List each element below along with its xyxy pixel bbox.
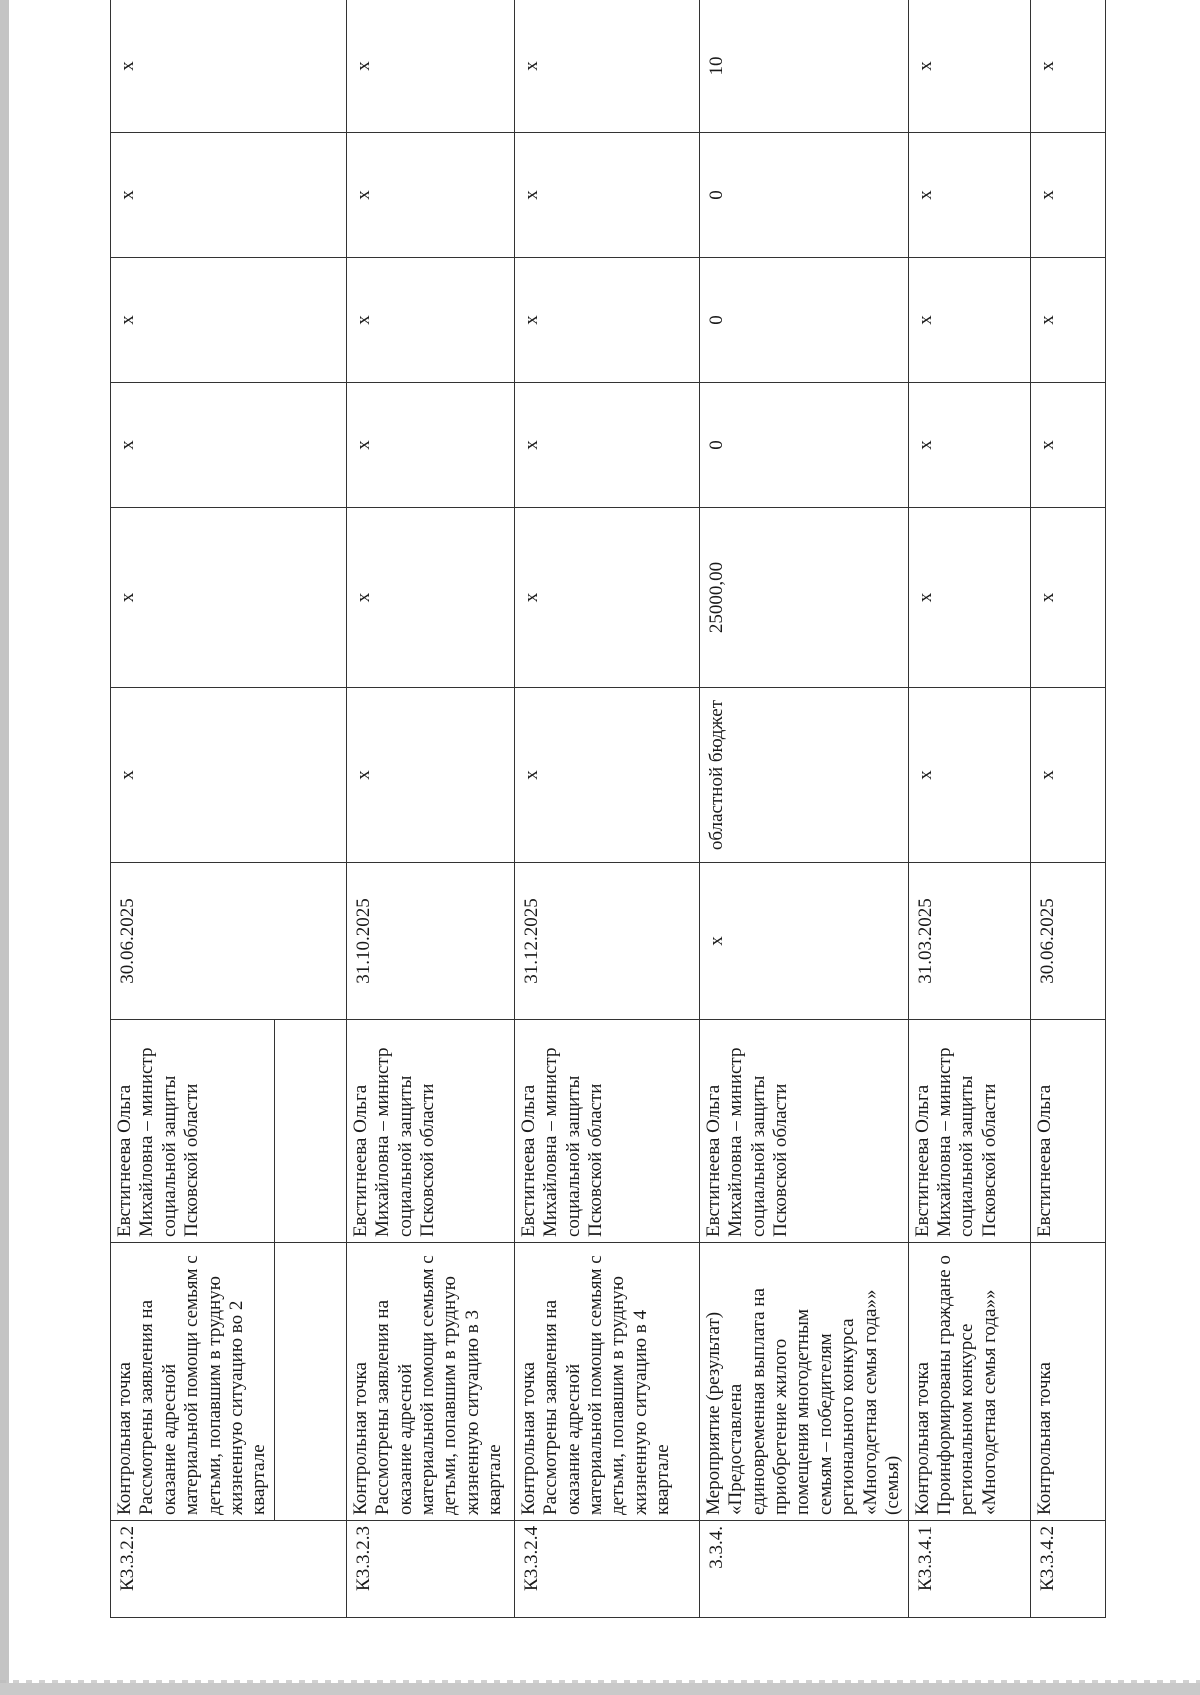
empty-cell	[274, 1243, 346, 1521]
row-description: Контрольная точка Рассмотрены заявления на оказание адресной материальной помощи семьям с детьми, попавшим в трудную жизненную ситуацию во 2 квартале	[111, 1243, 275, 1521]
row-responsible: Евстигнеева Ольга	[1030, 1020, 1105, 1243]
row-amount: х	[1030, 508, 1105, 688]
table-row	[1030, 0, 1105, 1618]
row-funding-source: х	[1030, 688, 1105, 863]
row-value-8: х	[1030, 258, 1105, 383]
row-value-8: 0	[699, 258, 908, 383]
table-row	[699, 0, 908, 1618]
row-amount: х	[908, 508, 1030, 688]
row-value-7: х	[1030, 383, 1105, 508]
row-funding-source: областной бюджет	[699, 688, 908, 863]
row-value-9: х	[1030, 133, 1105, 258]
row-responsible: Евстигнеева Ольга Михайловна – министр социальной защиты Псковской области	[346, 1020, 514, 1243]
row-description: Контрольная точка Рассмотрены заявления на оказание адресной материальной помощи семьям с детьми, попавшим в трудную жизненную ситуацию в 3 квартале	[346, 1243, 514, 1521]
row-date: 31.12.2025	[514, 863, 699, 1020]
row-code: К3.3.4.1	[908, 1521, 1030, 1618]
row-value-7: х	[111, 383, 347, 508]
row-value-9: 0	[699, 133, 908, 258]
empty-cell	[274, 1020, 346, 1243]
scan-edge-bottom	[0, 1683, 1200, 1695]
row-funding-source: х	[111, 688, 347, 863]
row-code: К3.3.2.4	[514, 1521, 699, 1618]
row-value-8: х	[111, 258, 347, 383]
row-value-9: х	[514, 133, 699, 258]
row-responsible: Евстигнеева Ольга Михайловна – министр социальной защиты Псковской области	[514, 1020, 699, 1243]
activities-table	[110, 0, 1106, 1618]
row-value-9: х	[346, 133, 514, 258]
row-value-8: х	[514, 258, 699, 383]
row-amount: х	[111, 508, 347, 688]
table-row	[111, 0, 275, 1618]
row-value-10: х	[514, 0, 699, 133]
row-amount: 25000,00	[699, 508, 908, 688]
row-date: 31.03.2025	[908, 863, 1030, 1020]
row-value-10: х	[346, 0, 514, 133]
table-row	[514, 0, 699, 1618]
row-value-10: 10	[699, 0, 908, 133]
row-funding-source: х	[908, 688, 1030, 863]
scan-edge-left	[0, 0, 9, 1695]
row-value-10: х	[908, 0, 1030, 133]
row-value-8: х	[346, 258, 514, 383]
row-date: х	[699, 863, 908, 1020]
row-responsible: Евстигнеева Ольга Михайловна – министр социальной защиты Псковской области	[908, 1020, 1030, 1243]
rotated-table-container	[110, 0, 1058, 1618]
row-funding-source: х	[346, 688, 514, 863]
row-value-10: х	[1030, 0, 1105, 133]
row-responsible: Евстигнеева Ольга Михайловна – министр социальной защиты Псковской области	[699, 1020, 908, 1243]
row-description: Контрольная точка Рассмотрены заявления на оказание адресной материальной помощи семьям с детьми, попавшим в трудную жизненную ситуацию в 4 квартале	[514, 1243, 699, 1521]
row-code: 3.3.4.	[699, 1521, 908, 1618]
row-amount: х	[346, 508, 514, 688]
row-value-7: х	[346, 383, 514, 508]
row-value-7: х	[908, 383, 1030, 508]
row-responsible: Евстигнеева Ольга Михайловна – министр социальной защиты Псковской области	[111, 1020, 275, 1243]
row-date: 30.06.2025	[111, 863, 347, 1020]
row-description: Контрольная точка Проинформированы граждане о региональном конкурсе «Многодетная семья года»»	[908, 1243, 1030, 1521]
row-description: Контрольная точка	[1030, 1243, 1105, 1521]
row-value-9: х	[111, 133, 347, 258]
row-value-10: х	[111, 0, 347, 133]
table-row	[908, 0, 1030, 1618]
row-value-7: 0	[699, 383, 908, 508]
table-row	[346, 0, 514, 1618]
row-amount: х	[514, 508, 699, 688]
row-value-9: х	[908, 133, 1030, 258]
row-date: 30.06.2025	[1030, 863, 1105, 1020]
row-funding-source: х	[514, 688, 699, 863]
row-code: К3.3.2.3	[346, 1521, 514, 1618]
row-code: К3.3.4.2	[1030, 1521, 1105, 1618]
row-value-8: х	[908, 258, 1030, 383]
row-value-7: х	[514, 383, 699, 508]
row-description: Мероприятие (результат) «Предоставлена единовременная выплата на приобретение жилого помещения многодетным семьям – победителям регионального конкурса «Многодетная семья года»» (семья)	[699, 1243, 908, 1521]
row-code: К3.3.2.2	[111, 1521, 347, 1618]
row-date: 31.10.2025	[346, 863, 514, 1020]
